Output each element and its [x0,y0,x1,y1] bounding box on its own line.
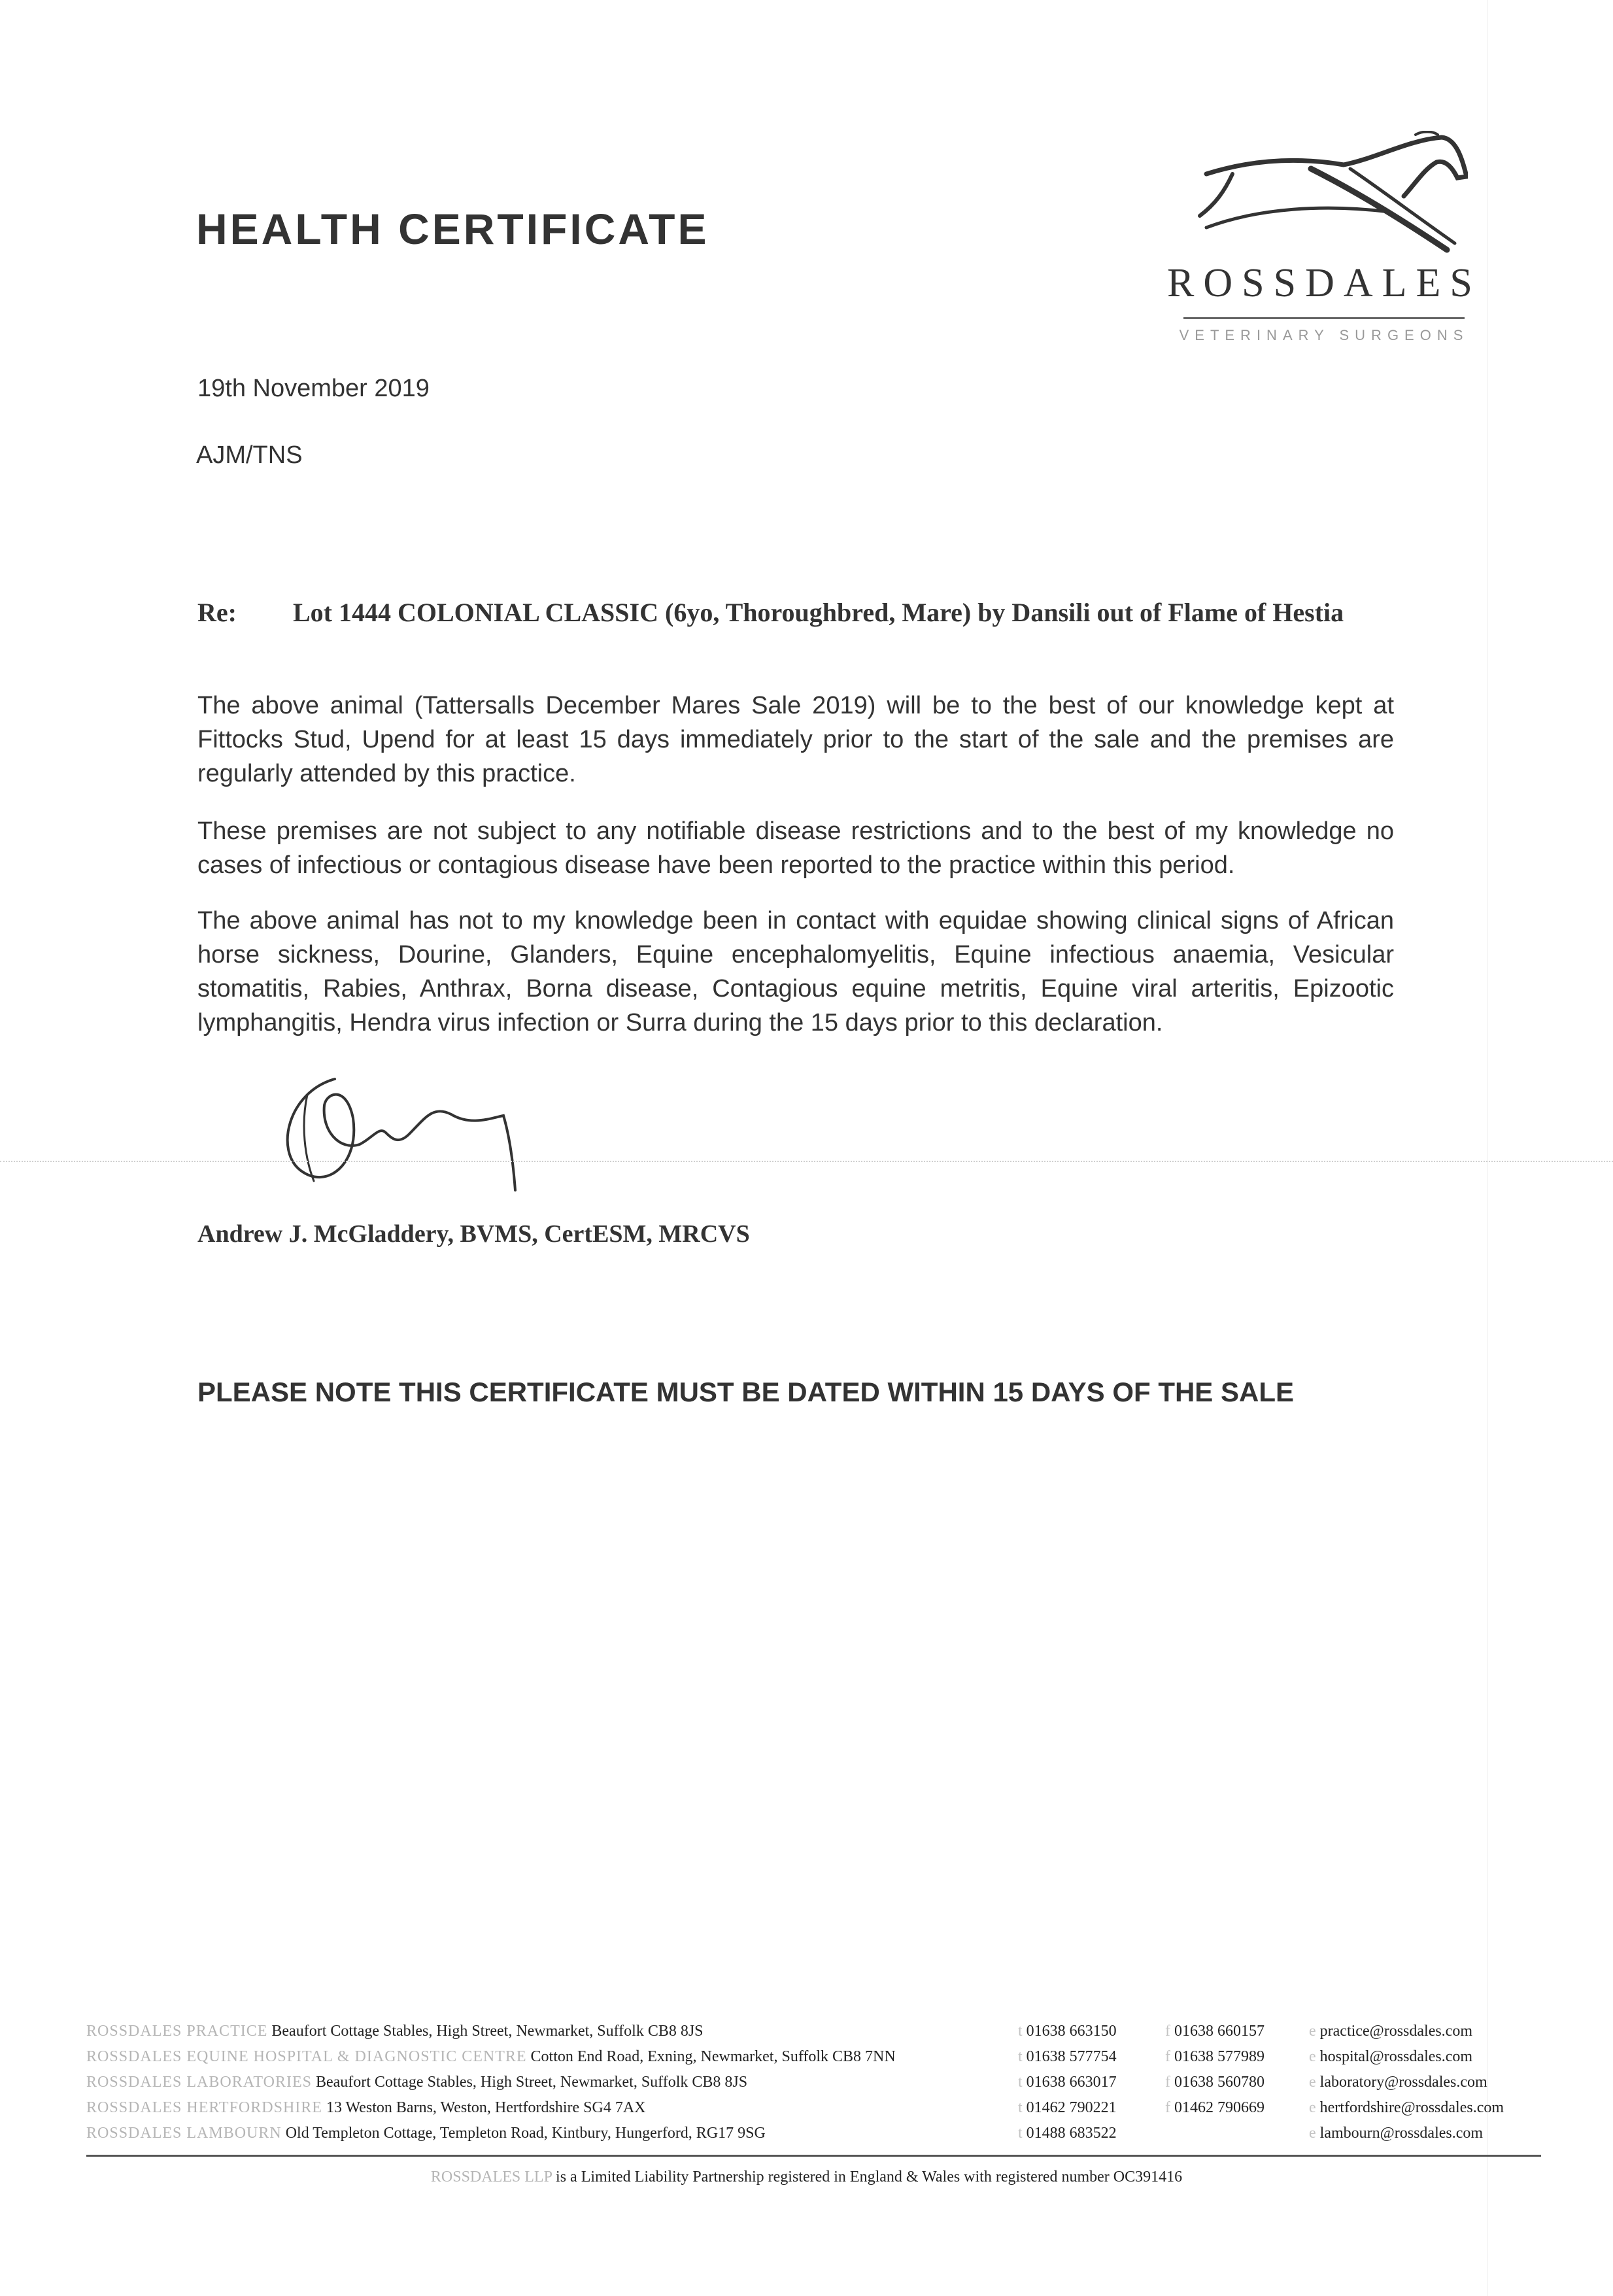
footer-phone [1018,2023,1117,2040]
email-address[interactable]: lambourn@rossdales.com [1319,2125,1484,2142]
footer-branch-address: Old Templeton Cottage, Templeton Road, Kintbury, Hungerford, RG17 9SG [285,2125,766,2142]
fax-prefix: f [1165,2099,1170,2116]
email-address[interactable]: practice@rossdales.com [1319,2023,1472,2040]
footer-branch-name: ROSSDALES LABORATORIES [86,2074,312,2091]
fax-number: 01638 577989 [1174,2048,1265,2065]
fax-prefix: f [1165,2048,1170,2065]
email-address[interactable]: hertfordshire@rossdales.com [1319,2099,1504,2116]
signer-name: Andrew J. McGladdery, BVMS, CertESM, MRCVS [197,1220,750,1248]
email-prefix: e [1309,2048,1316,2065]
phone-number: 01462 790221 [1026,2099,1117,2116]
horse-logo-icon [1193,131,1468,255]
email-prefix: e [1309,2023,1316,2040]
fax-number: 01638 560780 [1174,2074,1265,2091]
footer-branch [86,2074,747,2091]
fax-number: 01462 790669 [1174,2099,1265,2116]
footer-email[interactable] [1309,2048,1472,2066]
footer-phone [1018,2099,1117,2117]
paper-fold-line [1487,0,1488,2296]
phone-prefix: t [1018,2023,1023,2040]
footer-contact-row [86,2099,1538,2125]
logo-divider [1183,317,1465,319]
phone-prefix: t [1018,2074,1023,2091]
fax-prefix: f [1165,2074,1170,2091]
footer-email[interactable] [1309,2125,1483,2142]
phone-prefix: t [1018,2125,1023,2142]
paragraph-sale-location: The above animal (Tattersalls December Mares Sale 2019) will be to the best of our knowledge kept at Fittocks Stud, Upend for at least 15 days immediately prior to the start of the sale and the premises are regularly attended by this practice. [197,692,1394,787]
email-prefix: e [1309,2125,1316,2142]
footer-phone [1018,2074,1117,2091]
email-prefix: e [1309,2074,1316,2091]
phone-number: 01638 577754 [1026,2048,1117,2065]
footer-branch-name: ROSSDALES EQUINE HOSPITAL & DIAGNOSTIC CENTRE [86,2048,527,2065]
footer-fax [1165,2023,1265,2040]
footer-phone [1018,2125,1117,2142]
footer-fax [1165,2048,1265,2066]
legal-notice [0,2168,1613,2186]
paragraph-premises: These premises are not subject to any notifiable disease restrictions and to the best of my knowledge no cases of infectious or contagious disease have been reported to the practice within this period. [197,817,1394,879]
footer-fax [1165,2099,1265,2117]
fax-prefix: f [1165,2023,1170,2040]
footer-divider [86,2155,1541,2157]
footer-email[interactable] [1309,2099,1504,2117]
subject-label: Re: [197,598,237,627]
letter-date: 19th November 2019 [197,375,430,402]
email-address[interactable]: laboratory@rossdales.com [1319,2074,1487,2091]
rossdales-logo [1167,131,1487,353]
letter-reference: AJM/TNS [196,441,303,469]
phone-prefix: t [1018,2099,1023,2116]
subject-line: Lot 1444 COLONIAL CLASSIC (6yo, Thoroughbred, Mare) by Dansili out of Flame of Hestia [293,598,1344,627]
footer-phone [1018,2048,1117,2066]
logo-wordmark: ROSSDALES [1167,261,1482,305]
paper-fold-line [0,1161,1613,1162]
footer-branch-name: ROSSDALES LAMBOURN [86,2125,282,2142]
footer-branch-address: 13 Weston Barns, Weston, Hertfordshire SG4 7AX [326,2099,646,2116]
email-prefix: e [1309,2099,1316,2116]
footer-fax [1165,2074,1265,2091]
footer-contact-row [86,2048,1538,2074]
fax-number: 01638 660157 [1174,2023,1265,2040]
validity-note: PLEASE NOTE THIS CERTIFICATE MUST BE DATED WITHIN 15 DAYS OF THE SALE [197,1377,1295,1407]
footer-email[interactable] [1309,2074,1487,2091]
phone-prefix: t [1018,2048,1023,2065]
footer-branch [86,2048,896,2066]
email-address[interactable]: hospital@rossdales.com [1319,2048,1473,2065]
paragraph-disease-declaration: The above animal has not to my knowledge been in contact with equidae showing clinical signs of African horse sickness, Dourine, Glanders, Equine encephalomyelitis, Equine infectious anaemia, Vesicular stomatitis, Rabies, Anthrax, Borna disease, Contagious equine metritis, Equine viral arteritis, Epizootic lymphangitis, Hendra virus infection or Surra during the 15 days prior to this declaration. [197,907,1394,1037]
footer-contact-row [86,2125,1538,2151]
footer-branch-name: ROSSDALES PRACTICE [86,2023,268,2040]
logo-tagline: VETERINARY SURGEONS [1179,327,1469,343]
footer-contact-row [86,2023,1538,2049]
page-title: HEALTH CERTIFICATE [196,205,709,253]
legal-text: is a Limited Liability Partnership registered in England & Wales with registered number OC391416 [556,2168,1183,2185]
phone-number: 01488 683522 [1026,2125,1117,2142]
footer-branch-address: Beaufort Cottage Stables, High Street, Newmarket, Suffolk CB8 8JS [271,2023,704,2040]
footer-branch [86,2023,704,2040]
footer-branch-address: Beaufort Cottage Stables, High Street, Newmarket, Suffolk CB8 8JS [315,2074,748,2091]
footer-branch [86,2099,645,2117]
footer-contact-row [86,2074,1538,2100]
handwritten-signature [262,1066,575,1210]
phone-number: 01638 663150 [1026,2023,1117,2040]
footer-branch-name: ROSSDALES HERTFORDSHIRE [86,2099,322,2116]
footer-branch-address: Cotton End Road, Exning, Newmarket, Suffolk CB8 7NN [530,2048,896,2065]
phone-number: 01638 663017 [1026,2074,1117,2091]
footer-email[interactable] [1309,2023,1472,2040]
footer-branch [86,2125,766,2142]
legal-company-name: ROSSDALES LLP [430,2168,552,2185]
